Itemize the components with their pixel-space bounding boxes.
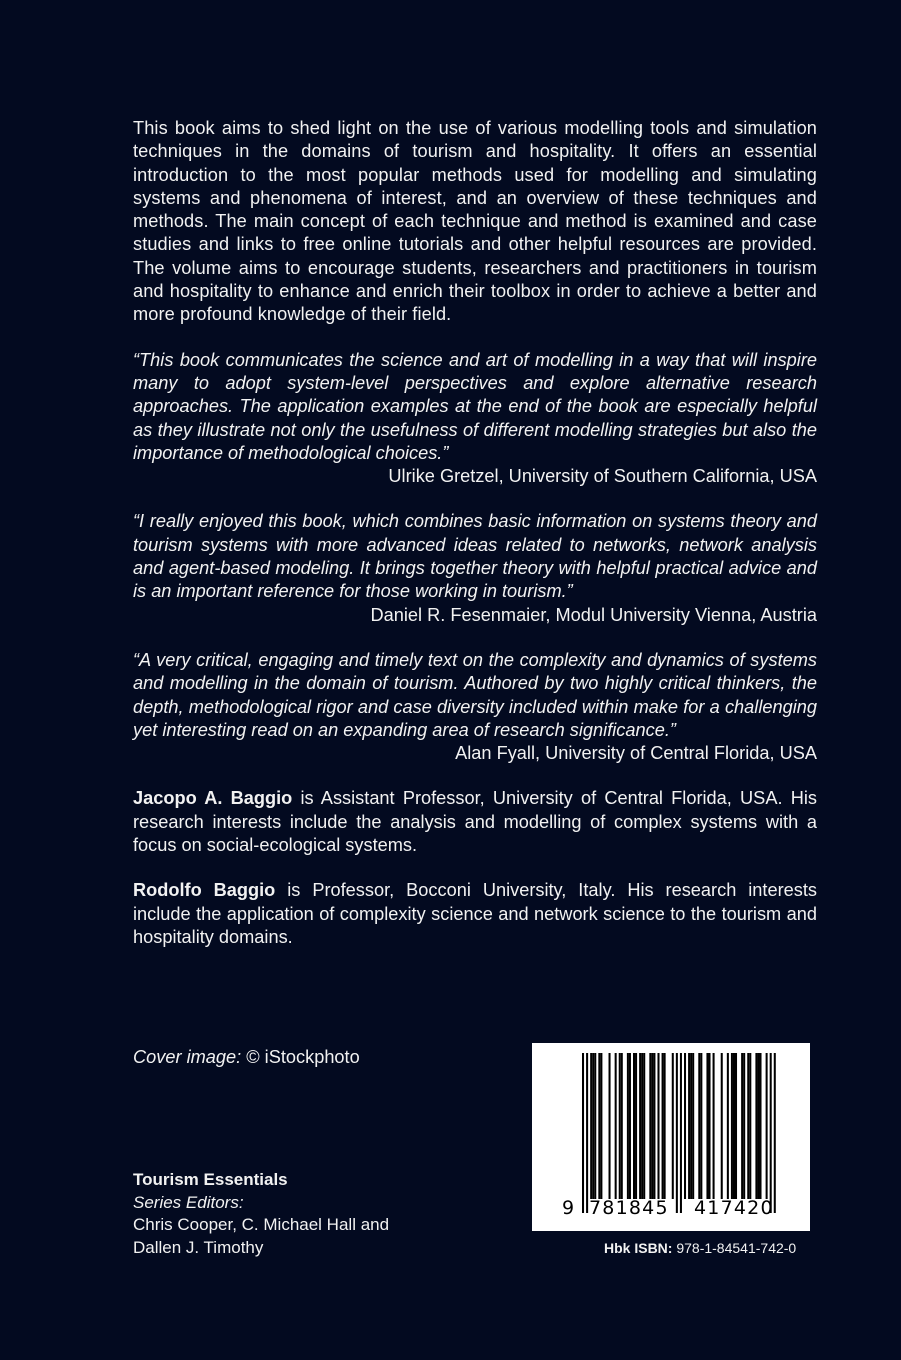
barcode-right-digits: 417420 <box>694 1197 774 1219</box>
barcode-bar <box>741 1053 743 1199</box>
barcode-guard-bar <box>770 1053 772 1213</box>
barcode-bar <box>688 1053 690 1199</box>
barcode-bar <box>657 1053 659 1199</box>
barcode-bar <box>598 1053 600 1199</box>
barcode-bar <box>721 1053 723 1199</box>
barcode-bar <box>639 1053 641 1199</box>
barcode-bar <box>708 1053 710 1199</box>
barcode-bar <box>635 1053 637 1199</box>
barcode-bar <box>649 1053 651 1199</box>
barcode-bar <box>600 1053 602 1199</box>
barcode-bar <box>733 1053 735 1199</box>
isbn-value: 978-1-84541-742-0 <box>672 1240 797 1256</box>
author-bio-1 <box>133 787 817 857</box>
book-description: This book aims to shed light on the use of various modelling tools and simulation techniques in the domains of tourism and hospitality. It offers an essential introduction to the most popular methods used for modelling and simulating systems and phenomena of interest, and an overview of these techniques and methods. The main concept of each technique and method is examined and case studies and links to free online tutorials and other helpful resources are provided. The volume aims to encourage students, researchers and practitioners in tourism and hospitality to enhance and enrich their toolbox in order to achieve a better and more profound knowledge of their field. <box>133 118 817 325</box>
series-editors-line-2: Dallen J. Timothy <box>133 1237 264 1257</box>
barcode-bar <box>757 1053 759 1199</box>
barcode-bar <box>759 1053 761 1199</box>
barcode-bar <box>594 1053 596 1199</box>
barcode-bar <box>615 1053 617 1199</box>
author-name: Jacopo A. Baggio <box>133 788 293 809</box>
barcode-bar <box>749 1053 751 1199</box>
barcode-bar <box>592 1053 594 1199</box>
cover-credit-holder: © iStockphoto <box>241 1047 360 1067</box>
barcode-bar <box>731 1053 733 1199</box>
barcode-bar <box>590 1053 592 1199</box>
author-bio-text: is Professor, Bocconi University, Italy. His research interests include the application of complexity science and network science to the tourism and hospitality domains. <box>133 880 817 947</box>
series-editors-label: Series Editors: <box>133 1192 244 1212</box>
barcode-guard-bar <box>680 1053 682 1213</box>
barcode-bar <box>619 1053 621 1199</box>
series-title: Tourism Essentials <box>133 1170 288 1189</box>
barcode-left-digits: 781845 <box>589 1197 669 1219</box>
barcode-bar <box>713 1053 715 1199</box>
endorsement-attribution: Ulrike Gretzel, University of Southern California, USA <box>388 466 817 487</box>
barcode-bar <box>700 1053 702 1199</box>
barcode-lead-digit: 9 <box>562 1197 575 1219</box>
author-bio-2 <box>133 879 817 949</box>
barcode-bar <box>629 1053 631 1199</box>
barcode-bar <box>698 1053 700 1199</box>
barcode-bar <box>727 1053 729 1199</box>
endorsement-2 <box>133 510 817 626</box>
endorsement-3 <box>133 649 817 765</box>
barcode-guard-bar <box>582 1053 584 1213</box>
barcode-bar <box>609 1053 611 1199</box>
series-editors-line-1: Chris Cooper, C. Michael Hall and <box>133 1215 390 1234</box>
barcode-bar <box>641 1053 643 1199</box>
barcode-guard-bar <box>774 1053 776 1213</box>
barcode-bar <box>692 1053 694 1199</box>
barcode-guard-bar <box>586 1053 588 1213</box>
series-info <box>133 1169 389 1259</box>
barcode-bar <box>735 1053 737 1199</box>
barcode-bar <box>743 1053 745 1199</box>
barcode-bar <box>706 1053 708 1199</box>
back-cover-text <box>133 117 817 949</box>
cover-image-credit <box>133 1047 360 1068</box>
barcode-bar <box>643 1053 645 1199</box>
barcode-bar <box>621 1053 623 1199</box>
barcode-bar <box>662 1053 664 1199</box>
author-name: Rodolfo Baggio <box>133 880 276 901</box>
endorsement-1 <box>133 349 817 489</box>
cover-credit-label: Cover image: <box>133 1047 242 1067</box>
endorsement-quote: “I really enjoyed this book, which combines basic information on systems theory and tourism systems with more advanced ideas related to networks, network analysis and agent-based modeling. It brings together theory with helpful practical advice and is an important reference for those working in tourism.” <box>133 511 817 602</box>
barcode-bar <box>766 1053 768 1199</box>
endorsement-attribution: Daniel R. Fesenmaier, Modul University Vienna, Austria <box>370 604 817 625</box>
barcode-bar <box>672 1053 674 1199</box>
barcode-bar <box>755 1053 757 1199</box>
barcode-bar <box>653 1053 655 1199</box>
author-bio-text: is Assistant Professor, University of Central Florida, USA. His research interests include the analysis and modelling of complex systems with a focus on social-ecological systems. <box>133 788 817 856</box>
barcode-bar <box>633 1053 635 1199</box>
isbn-label: Hbk ISBN: <box>604 1240 673 1256</box>
endorsement-quote: “A very critical, engaging and timely text on the complexity and dynamics of systems and modelling in the domain of tourism. Authored by two highly critical thinkers, the depth, methodological rigor and case diversity included within make for a challenging yet interesting read on an expanding area of research significance.” <box>133 649 817 740</box>
endorsement-quote: “This book communicates the science and art of modelling in a way that will inspire many to adopt system-level perspectives and explore alternative research approaches. The application examples at the end of the book are especially helpful as they illustrate not only the usefulness of different modelling strategies but also the importance of methodological choices.” <box>133 349 817 463</box>
barcode-bar <box>627 1053 629 1199</box>
barcode-bar <box>684 1053 686 1199</box>
isbn <box>604 1240 796 1256</box>
barcode-bar <box>651 1053 653 1199</box>
barcode-bar <box>747 1053 749 1199</box>
endorsement-attribution: Alan Fyall, University of Central Florida, USA <box>455 743 817 764</box>
barcode-bar <box>664 1053 666 1199</box>
barcode-digits <box>532 1197 810 1223</box>
barcode-guard-bar <box>676 1053 678 1213</box>
barcode-bar <box>690 1053 692 1199</box>
